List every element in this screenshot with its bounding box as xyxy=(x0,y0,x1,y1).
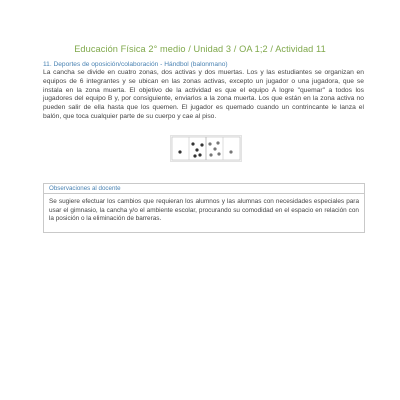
player-icon xyxy=(200,143,203,146)
teacher-notes-header: Observaciones al docente xyxy=(44,184,364,194)
player-icon xyxy=(217,152,220,155)
activity-description: La cancha se divide en cuatro zonas, dos activas y dos muertas. Los y las estudiantes se organizan en equipos de 6 integrantes y se ubican en las zonas activas, excepto un jugador o una jugadora, que se instala en la zona muerta. El objetivo de la actividad es que el equipo A logre "quemar" a todos los jugadores del equipo B y, por consiguiente, enviarlos a la zona muerta. Los que están en la zona activa no pueden salir de ella hasta que los quemen. El jugador es quemado cuando un contrincante le lanza el balón, que toca cualquier parte de su cuerpo y cae al piso. xyxy=(43,69,364,120)
player-icon xyxy=(193,154,196,157)
player-icon xyxy=(229,150,232,153)
player-icon xyxy=(216,141,219,144)
teacher-notes-box xyxy=(43,183,365,233)
document-title: Educación Física 2° medio / Unidad 3 / OA 1;2 / Actividad 11 xyxy=(74,44,326,54)
player-icon xyxy=(178,150,181,153)
player-icon xyxy=(195,148,198,151)
player-icon xyxy=(191,142,194,145)
activity-heading: 11. Deportes de oposición/colaboración - Hándbol (balonmano) xyxy=(43,61,228,68)
teacher-notes-body: Se sugiere efectuar los cambios que requieran los alumnos y las alumnas con necesidades especiales para usar el gimnasio, la cancha y/o el ambiente escolar, procurando su comodidad en el espacio en relación con la posición o la eliminación de barreras. xyxy=(49,198,359,223)
player-icon xyxy=(209,153,212,156)
court-diagram-graphic xyxy=(171,136,241,161)
player-icon xyxy=(213,147,216,150)
player-icon xyxy=(198,153,201,156)
court-diagram xyxy=(170,135,242,162)
player-icon xyxy=(208,142,211,145)
